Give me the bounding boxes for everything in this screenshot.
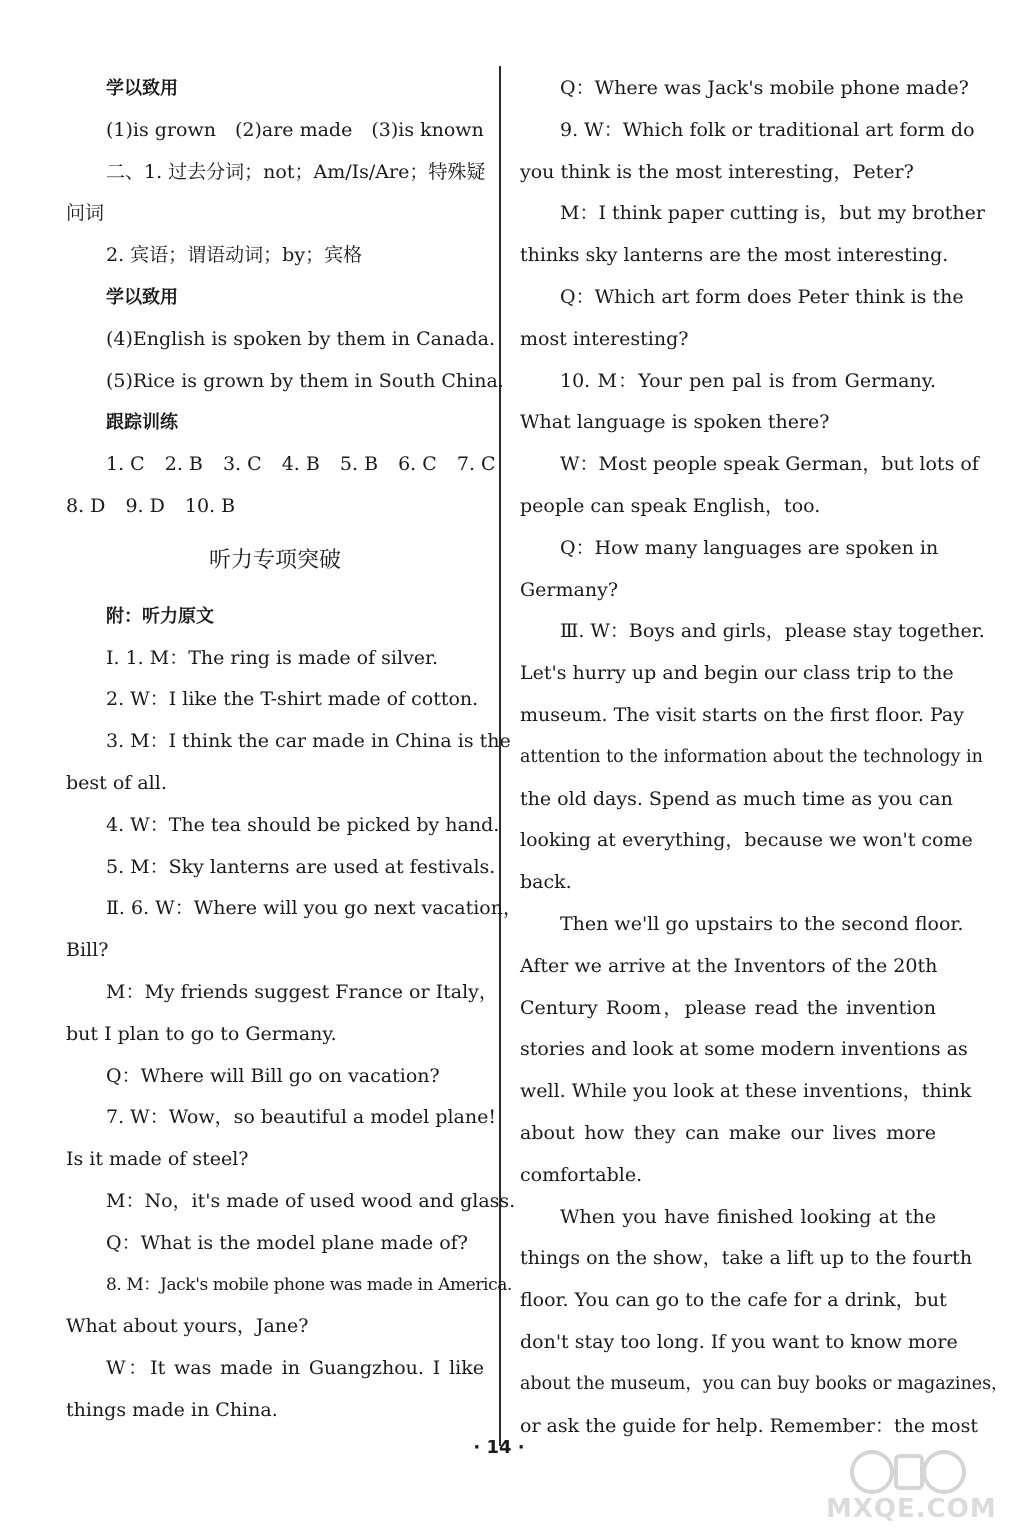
transcript-line: Germany? (520, 578, 619, 601)
transcript-line: attention to the information about the technology in (520, 746, 983, 767)
page-number: · 14 · (473, 1437, 525, 1458)
transcript-line: M：I think paper cutting is，but my brother (560, 202, 985, 225)
transcript-line: 4. W：The tea should be picked by hand. (106, 813, 500, 836)
answer-item: 7. C (456, 453, 496, 476)
left-column (66, 68, 522, 1432)
transcript-line: What about yours，Jane? (66, 1315, 309, 1338)
transcript-line: Let's hurry up and begin our class trip to the (520, 662, 954, 685)
transcript-line: 5. M：Sky lanterns are used at festivals. (106, 855, 496, 878)
transcript-line: Then we'll go upstairs to the second floor. (560, 912, 964, 935)
transcript-line: Bill? (66, 939, 109, 962)
transcript-line: When you have finished looking at the (560, 1205, 936, 1228)
answers-row (66, 486, 484, 528)
transcript-line: but I plan to go to Germany. (66, 1022, 337, 1045)
grammar-line: 2. 宾语；谓语动词；by；宾格 (106, 244, 363, 267)
answer-item: 3. C (222, 453, 262, 476)
watermark-logo (812, 1438, 997, 1530)
right-column (520, 68, 1009, 1447)
transcript-line: Q：Which art form does Peter think is the (560, 285, 964, 308)
transcript-line: Q：Where was Jack's mobile phone made? (560, 77, 969, 99)
transcript-line: Ⅱ. 6. W：Where will you go next vacation， (106, 897, 522, 920)
transcript-line: the old days. Spend as much time as you can (520, 787, 953, 810)
transcript-line: stories and look at some modern inventions as (520, 1038, 968, 1061)
answer-line: (4)English is spoken by them in Canada. (106, 327, 496, 350)
transcript-line: or ask the guide for help. Remember：the most (520, 1414, 978, 1437)
answer-item: 8. D (66, 494, 106, 517)
grammar-line: 问词 (66, 202, 105, 225)
transcript-line: most interesting? (520, 327, 689, 350)
transcript-line: 2. W：I like the T-shirt made of cotton. (106, 688, 479, 711)
transcript-line: you think is the most interesting，Peter? (520, 160, 914, 183)
transcript-line: Q：How many languages are spoken in (560, 536, 939, 559)
section-heading: 学以致用 (106, 286, 178, 308)
transcript-line: looking at everything，because we won't come (520, 829, 973, 852)
answer-item: 2. B (164, 453, 203, 476)
transcript-line: things on the show，take a lift up to the fourth (520, 1247, 973, 1270)
transcript-line: about how they can make our lives more (520, 1121, 936, 1144)
transcript-line: After we arrive at the Inventors of the 20th (520, 954, 938, 977)
section-heading: 跟踪训练 (106, 412, 178, 434)
transcript-line: Century Room，please read the invention (520, 996, 936, 1019)
transcript-line: back. (520, 871, 572, 894)
answers-row (66, 444, 496, 486)
transcript-line: 9. W：Which folk or traditional art form do (560, 118, 975, 141)
answer-item: 6. C (398, 453, 437, 476)
transcript-line: well. While you look at these inventions，think (520, 1080, 972, 1103)
transcript-line: museum. The visit starts on the first floor. Pay (520, 703, 964, 726)
transcript-line: comfortable. (520, 1163, 643, 1186)
transcript-line: Ⅰ. 1. M：The ring is made of silver. (106, 646, 439, 669)
transcript-line: about the museum，you can buy books or magazines， (520, 1373, 1009, 1394)
answer-line: (1)is grown (2)are made (3)is known (106, 118, 484, 141)
answer-item: 1. C (106, 453, 145, 476)
transcript-line: M：No，it's made of used wood and glass. (106, 1189, 516, 1212)
answer-item: 10. B (184, 494, 236, 517)
transcript-line: best of all. (66, 771, 167, 794)
transcript-line: things made in China. (66, 1398, 278, 1421)
transcript-line: What language is spoken there? (520, 411, 830, 434)
answer-item: 9. D (125, 494, 165, 517)
transcript-line: 10. M：Your pen pal is from Germany. (560, 369, 936, 392)
transcript-line: thinks sky lanterns are the most interesting. (520, 244, 949, 267)
transcript-line: Q：What is the model plane made of? (106, 1231, 468, 1254)
transcript-line: floor. You can go to the cafe for a drink，but (520, 1289, 947, 1312)
appendix-heading: 附：听力原文 (106, 605, 214, 627)
transcript-line: don't stay too long. If you want to know more (520, 1330, 958, 1353)
section-heading: 学以致用 (106, 78, 178, 99)
transcript-line: 7. W：Wow，so beautiful a model plane! (106, 1106, 496, 1129)
transcript-line: 3. M：I think the car made in China is the (106, 730, 511, 753)
transcript-line: W：Most people speak German，but lots of (560, 453, 979, 476)
transcript-line: Ⅲ. W：Boys and girls，please stay together. (560, 620, 985, 643)
transcript-line: W：It was made in Guangzhou. I like (106, 1357, 484, 1380)
grammar-line: 二、1. 过去分词；not；Am/Is/Are；特殊疑 (106, 160, 486, 183)
answer-item: 4. B (281, 453, 320, 476)
answer-line: (5)Rice is grown by them in South China. (106, 369, 504, 392)
transcript-line: 8. M：Jack's mobile phone was made in America. (106, 1274, 512, 1295)
answer-item: 5. B (339, 453, 379, 476)
watermark-text: MXQE.COM (826, 1494, 997, 1524)
transcript-line: people can speak English，too. (520, 494, 821, 517)
transcript-line: M：My friends suggest France or Italy， (106, 980, 498, 1003)
transcript-line: Q：Where will Bill go on vacation? (106, 1064, 440, 1087)
section-title: 听力专项突破 (208, 547, 341, 573)
transcript-line: Is it made of steel? (66, 1148, 249, 1171)
